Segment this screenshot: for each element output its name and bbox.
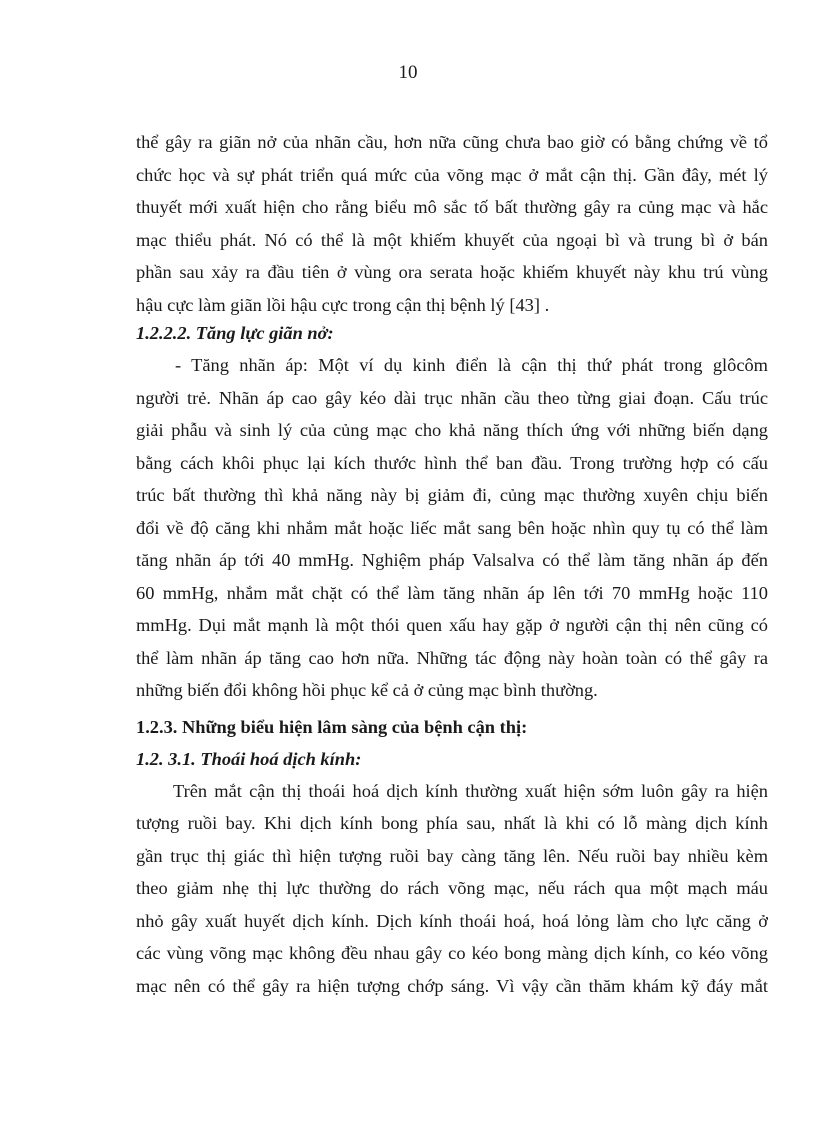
text-line: hậu cực làm giãn lồi hậu cực trong cận thị bệnh lý [43] .	[136, 294, 550, 315]
page-number: 10	[398, 62, 418, 83]
text-line: mmHg. Dụi mắt mạnh là một thói quen xấu hay gặp ở người cận thị nên cũng có	[136, 615, 768, 635]
text-line: chức học và sự phát triển quá mức của võng mạc ở mắt cận thị. Gần đây, mét lý	[136, 164, 768, 185]
text-line: trúc bất thường thì khả năng này bị giảm đi, củng mạc thường xuyên chịu biến	[136, 485, 768, 505]
text-line: thể gây ra giãn nở của nhãn cầu, hơn nữa cũng chưa bao giờ có bằng chứng về tổ	[136, 132, 768, 152]
text-line: nhỏ gây xuất huyết dịch kính. Dịch kính thoái hoá, hoá lỏng làm cho lực căng ở	[136, 910, 768, 931]
text-line: giải phẫu và sinh lý của củng mạc cho khả năng thích ứng với những biến dạng	[136, 420, 768, 440]
paragraph-thoai-hoa-dich-kinh	[136, 775, 768, 1003]
section-heading-123: 1.2.3. Những biểu hiện lâm sàng của bệnh cận thị:	[136, 716, 528, 737]
text-line: thể làm nhãn áp tăng cao hơn nữa. Những tác động này hoàn toàn có thể gây ra	[136, 647, 768, 668]
paragraph-intro	[136, 126, 768, 321]
text-line: gần trục thị giác thì hiện tượng ruồi bay càng tăng lên. Nếu ruồi bay nhiều kèm	[136, 845, 768, 866]
section-heading-1222: 1.2.2.2. Tăng lực giãn nở:	[136, 323, 334, 343]
text-line: Trên mắt cận thị thoái hoá dịch kính thường xuất hiện sớm luôn gây ra hiện	[173, 780, 768, 801]
text-line: những biến đổi không hồi phục kể cả ở củng mạc bình thường.	[136, 680, 598, 700]
text-line: tượng ruồi bay. Khi dịch kính bong phía sau, nhất là khi có lỗ màng dịch kính	[136, 813, 768, 833]
text-line: - Tăng nhãn áp: Một ví dụ kinh điển là cận thị thứ phát trong glôcôm	[175, 355, 768, 375]
text-line: mạc nên có thể gây ra hiện tượng chớp sáng. Vì vậy cần thăm khám kỹ đáy mắt	[136, 975, 768, 996]
text-line: mạc thiểu phát. Nó có thể là một khiếm khuyết của ngoại bì và trung bì ở bán	[136, 229, 768, 250]
text-line: 60 mmHg, nhắm mắt chặt có thể làm tăng nhãn áp lên tới 70 mmHg hoặc 110	[136, 582, 768, 603]
page-body	[136, 126, 768, 1002]
text-line: theo giảm nhẹ thị lực thường do rách võng mạc, nếu rách qua một mạch máu	[136, 878, 768, 898]
text-line: các vùng võng mạc không đều nhau gây co kéo bong màng dịch kính, co kéo võng	[136, 943, 768, 963]
text-line: bằng cách khôi phục lại kích thước hình thể ban đầu. Trong trường hợp có cấu	[136, 452, 768, 473]
section-heading-1231: 1.2. 3.1. Thoái hoá dịch kính:	[136, 748, 362, 769]
text-line: tăng nhãn áp tới 40 mmHg. Nghiệm pháp Valsalva có thể làm tăng nhãn áp đến	[136, 550, 768, 570]
text-line: thuyết mới xuất hiện cho rằng biểu mô sắc tố bất thường gây ra củng mạc và hắc	[136, 197, 768, 217]
text-line: phần sau xảy ra đầu tiên ở vùng ora serata hoặc khiếm khuyết này khu trú vùng	[136, 262, 768, 282]
paragraph-tang-nhan-ap	[136, 349, 768, 707]
text-line: đổi về độ căng khi nhắm mắt hoặc liếc mắt sang bên hoặc nhìn quy tụ có thể làm	[136, 517, 768, 538]
text-line: người trẻ. Nhãn áp cao gây kéo dài trục nhãn cầu theo từng giai đoạn. Cấu trúc	[136, 387, 768, 408]
